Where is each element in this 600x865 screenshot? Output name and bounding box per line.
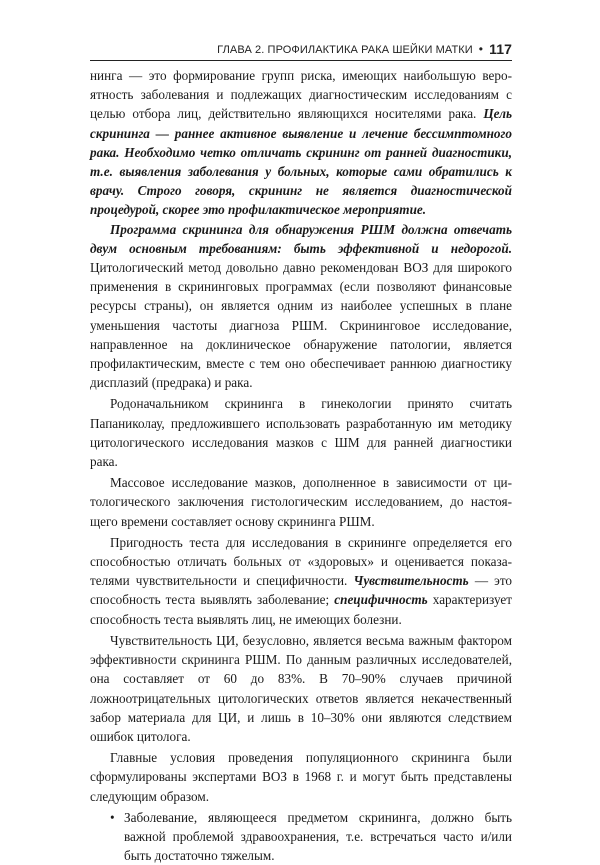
paragraph-5-text-b: — это способность теста выявлять заболевание; — [90, 573, 512, 608]
paragraph-4: Массовое исследование мазков, дополненное в зависимости от цитологического заключения гистологическим исследованием, до настоящего времени составляет основу скрининга РШМ. — [90, 475, 512, 529]
conditions-list — [90, 808, 512, 865]
header-separator: • — [478, 42, 484, 56]
paragraph-5 — [90, 533, 512, 629]
list-item — [110, 808, 512, 865]
running-header — [90, 40, 512, 61]
paragraph-2-emphasis: Программа скрининга для обнаружения РШМ должна отвечать двум основным требованиям: быть эффективной и недорогой. — [90, 221, 512, 256]
term-sensitivity: Чувствительность — [353, 573, 469, 589]
list-bullet: • — [110, 809, 115, 825]
list-item-text: Заболевание, являющееся предметом скрининга, должно быть важной проблемой здравоохранения, т.е. встречаться часто и/или быть достаточно тяжелым. — [124, 809, 512, 864]
paragraph-6: Чувствительность ЦИ, безусловно, является весьма важным фактором эффективности скрининга РШМ. По данным различных исследователей, она составляет от 60 до 83%. В 70–90% случаев причиной ложноотрицательных цитологических ответов является некачественный забор материала для ЦИ, и лишь в 10–30% они являются следствием ошибок цитолога. — [90, 632, 512, 744]
paragraph-2-text: Цитологический метод довольно давно рекомендован ВОЗ для широкого применения в скрининговых программах (если позволяют финансовые ресурсы страны), он является одним из наиболее успешных в плане уменьшения частоты диагноза РШМ. Скрининговое исследование, направленное на доклиническое обнаружение патологии, является профилактическим, вместе с тем оно обеспечивает раннюю диагностику дисплазий (предрака) и рака. — [90, 260, 512, 391]
chapter-title: ГЛАВА 2. ПРОФИЛАКТИКА РАКА ШЕЙКИ МАТКИ — [217, 44, 473, 56]
paragraph-2 — [90, 220, 512, 393]
term-specificity: специфичность — [334, 592, 428, 608]
paragraph-3: Родоначальником скрининга в гинекологии принято считать Папаниколау, предложившего использовать разработанную им методику цитологического исследования мазков с ШМ для ранней диагностики рака. — [90, 396, 512, 470]
paragraph-5-text-a: Пригодность теста для исследования в скрининге определяется его способностью отличать больных от «здоровых» и оценивается показателями чувствительности и специфичности. — [90, 534, 512, 589]
page-body — [90, 66, 512, 865]
page-number: 117 — [489, 41, 512, 57]
paragraph-7: Главные условия проведения популяционного скрининга были сформулированы экспертами ВОЗ в 1968 г. и могут быть представлены следующим образом. — [90, 750, 512, 804]
paragraph-1-emphasis: Цель скрининга — раннее активное выявление и лечение бессимптомного рака. Необходимо четко отличать скрининг от ранней диагностики, т.е. выявления заболевания у больных, которые сами обратились к врачу. Строго говоря, скрининг не является диагностической процедурой, скорее это профилактическое мероприятие. — [90, 106, 512, 218]
paragraph-1 — [90, 66, 512, 220]
paragraph-5-text-c: характеризует способность теста выявлять лиц, не имеющих болезни. — [90, 592, 512, 627]
paragraph-1-text: нинга — это формирование групп риска, имеющих наибольшую вероятность заболевания и подлежащих диагностическим исследованиям с целью отбора лиц, действительно являющихся носителями рака. — [90, 68, 512, 122]
